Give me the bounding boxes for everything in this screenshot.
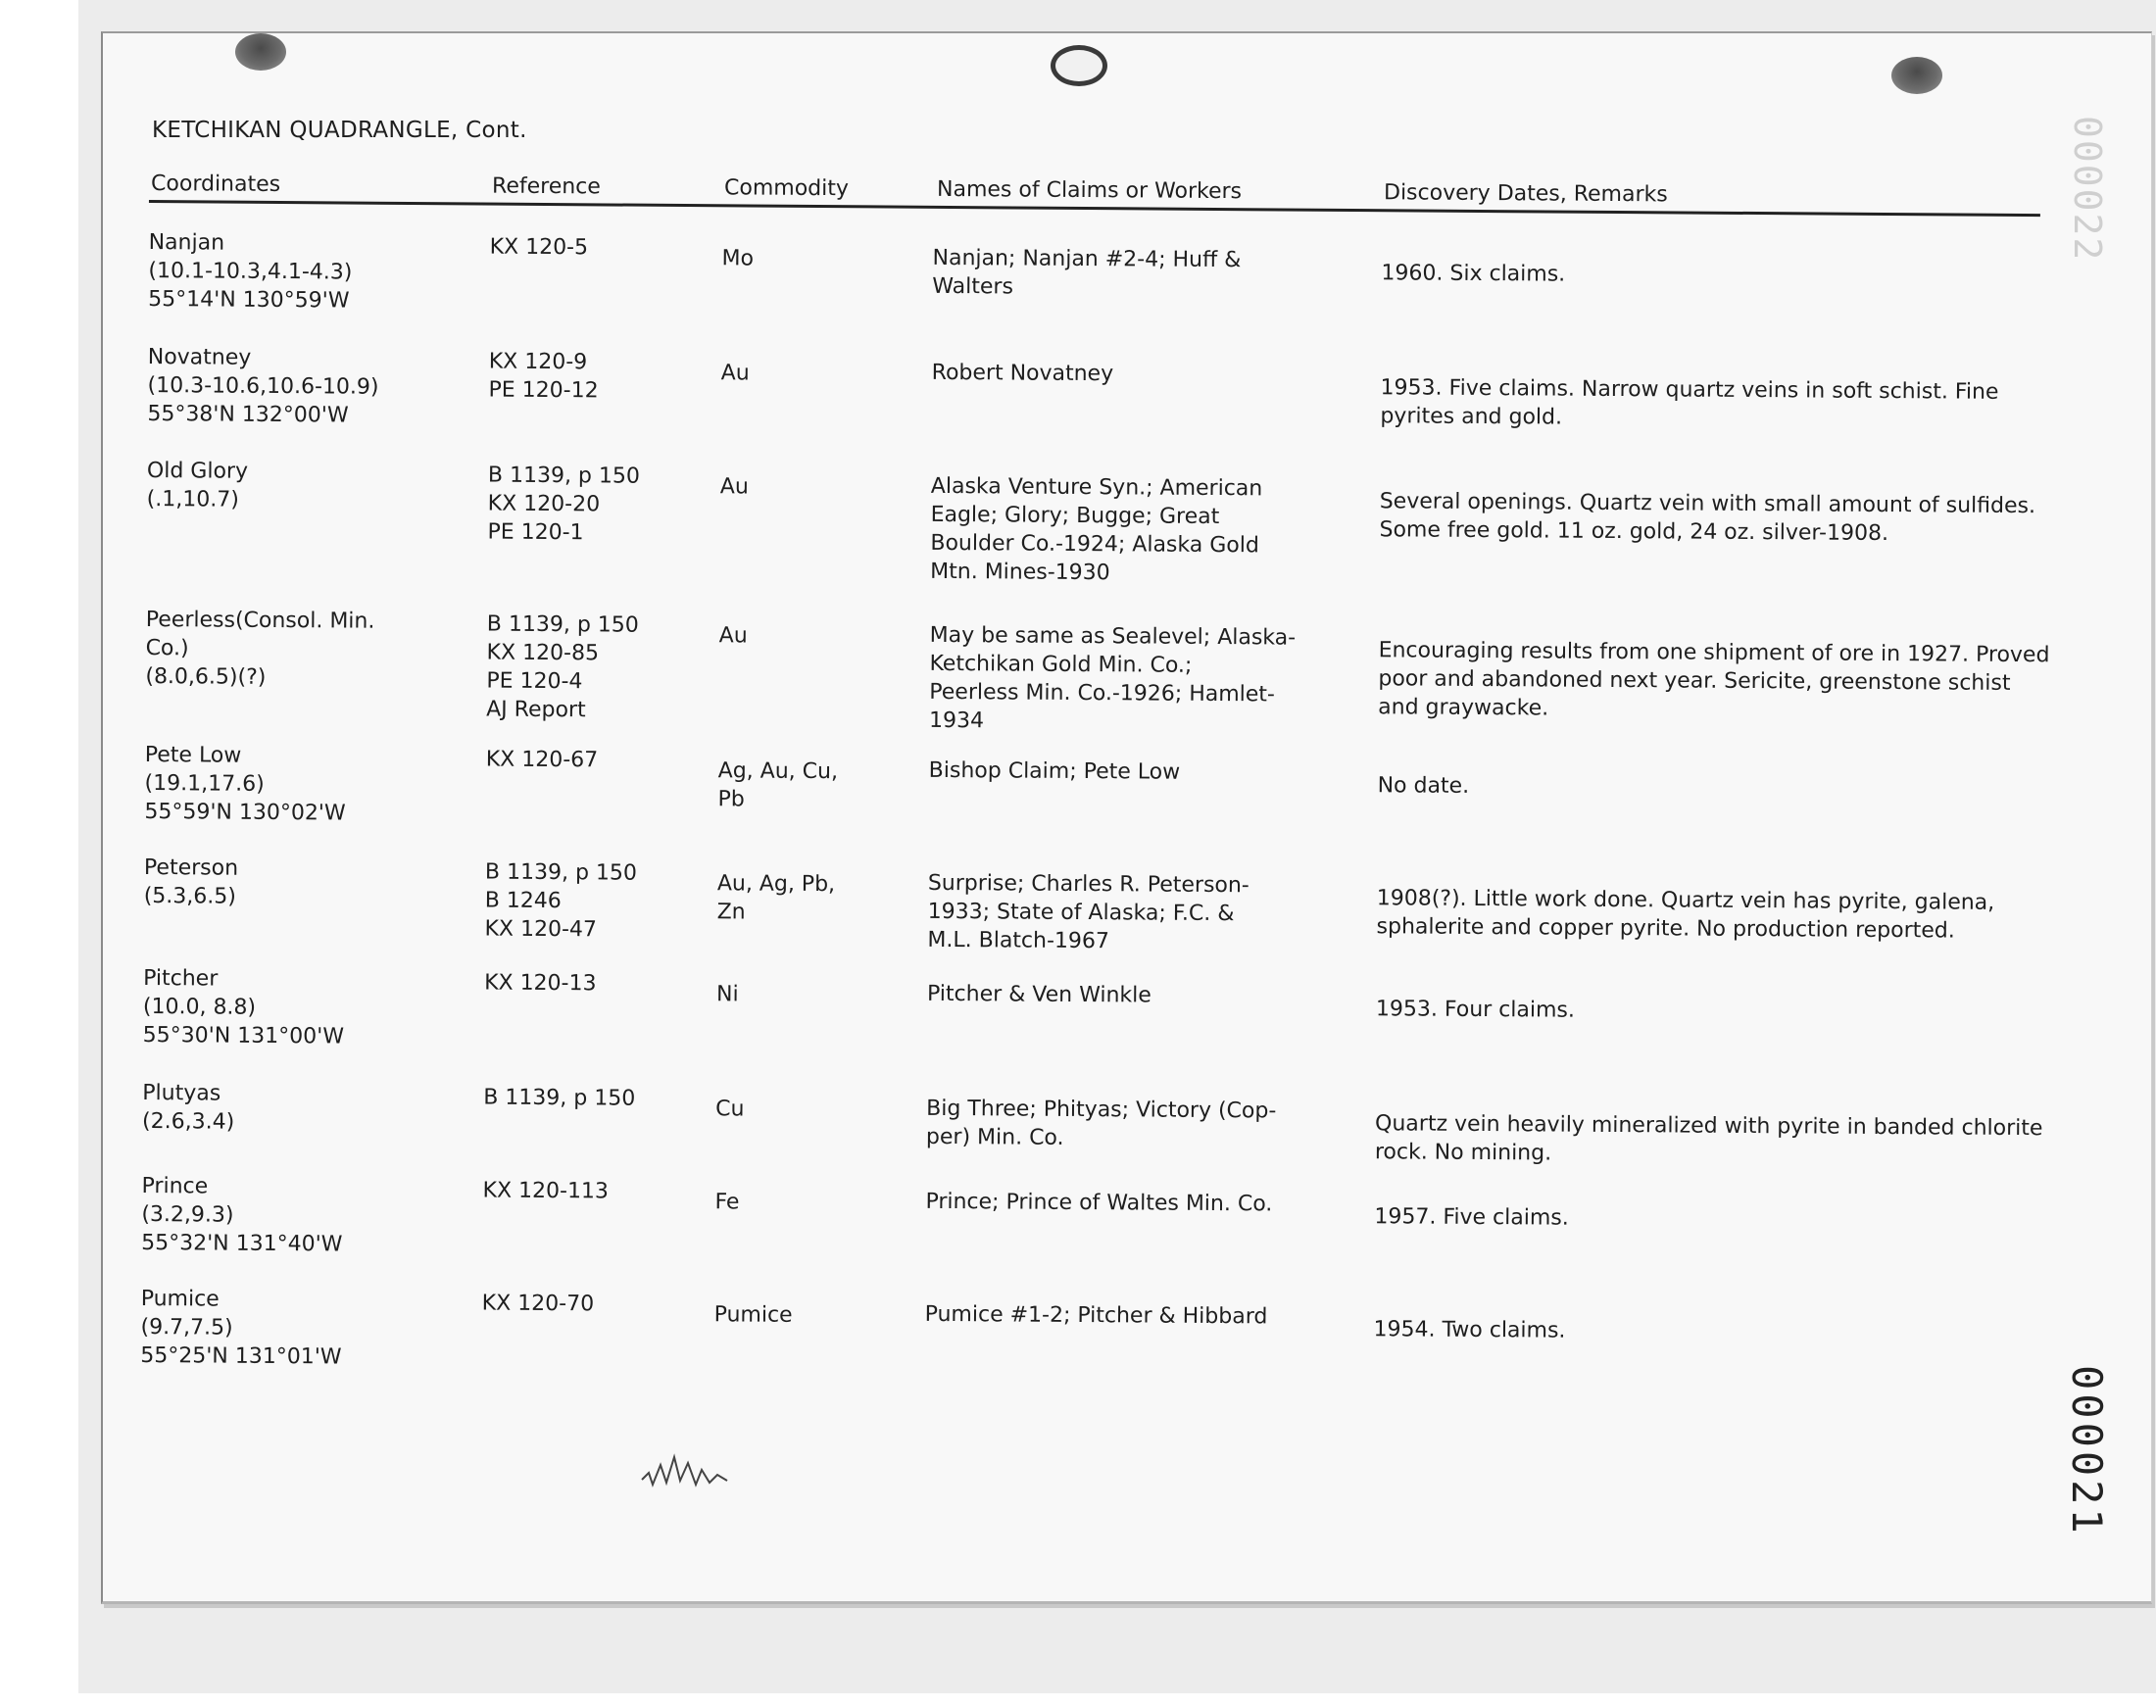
cell-reference: KX 120-70	[481, 1291, 595, 1317]
cell-remarks: 1957. Five claims.	[1374, 1204, 1569, 1231]
cell-remarks: 1953. Four claims.	[1375, 997, 1576, 1023]
cell-coordinates: Pitcher (10.0, 8.8) 55°30'N 131°00'W	[142, 965, 345, 1049]
cell-coordinates: Peerless(Consol. Min. Co.) (8.0,6.5)(?)	[145, 608, 375, 690]
cell-commodity: Ag, Au, Cu, Pb	[717, 758, 839, 812]
cell-remarks: 1953. Five claims. Narrow quartz veins in soft schist. Fine pyrites and gold.	[1380, 375, 1999, 430]
cell-coordinates: Plutyas (2.6,3.4)	[141, 1080, 235, 1135]
cell-commodity: Pumice	[713, 1302, 793, 1328]
cell-coordinates: Novatney (10.3-10.6,10.6-10.9) 55°38'N 132°00'W	[147, 345, 379, 428]
cell-coordinates: Pumice (9.7,7.5) 55°25'N 131°01'W	[140, 1286, 342, 1370]
page-number: 000021	[2063, 1365, 2111, 1537]
handwritten-mark	[637, 1436, 755, 1494]
cell-commodity: Cu	[715, 1097, 745, 1122]
header-coordinates: Coordinates	[150, 171, 281, 197]
cell-names: Surprise; Charles R. Peterson- 1933; State of Alaska; F.C. & M.L. Blatch-1967	[927, 870, 1250, 954]
cell-reference: KX 120-5	[489, 234, 589, 261]
cell-names: Alaska Venture Syn.; American Eagle; Glory; Bugge; Great Boulder Co.-1924; Alaska Gold Mtn. Mines-1930	[930, 473, 1263, 586]
cell-names: Bishop Claim; Pete Low	[928, 757, 1181, 785]
cell-reference: KX 120-9 PE 120-12	[488, 349, 599, 404]
cell-reference: B 1139, p 150 B 1246 KX 120-47	[484, 859, 638, 943]
cell-remarks: 1960. Six claims.	[1381, 261, 1566, 287]
cell-reference: KX 120-13	[484, 970, 597, 997]
cell-names: Prince; Prince of Waltes Min. Co.	[925, 1189, 1273, 1217]
cell-names: Pumice #1-2; Pitcher & Hibbard	[924, 1301, 1268, 1330]
cell-coordinates: Prince (3.2,9.3) 55°32'N 131°40'W	[141, 1173, 343, 1257]
cell-names: Nanjan; Nanjan #2-4; Huff & Walters	[932, 245, 1242, 300]
cell-reference: KX 120-113	[482, 1178, 610, 1204]
header-reference: Reference	[491, 173, 601, 200]
cell-reference: B 1139, p 150 KX 120-20 PE 120-1	[487, 463, 641, 546]
cell-names: May be same as Sealevel; Alaska- Ketchikan Gold Min. Co.; Peerless Min. Co.-1926; Hamlet- 1934	[929, 622, 1297, 734]
cell-commodity: Ni	[715, 982, 739, 1007]
header-names: Names of Claims or Workers	[936, 176, 1243, 205]
cell-coordinates: Old Glory (.1,10.7)	[146, 459, 249, 512]
cell-coordinates: Nanjan (10.1-10.3,4.1-4.3) 55°14'N 130°59'W	[148, 230, 353, 314]
cell-reference: KX 120-67	[485, 747, 599, 773]
cell-names: Pitcher & Ven Winkle	[926, 981, 1152, 1008]
cell-commodity: Mo	[721, 246, 755, 271]
cell-remarks: No date.	[1377, 773, 1470, 799]
page-title: KETCHIKAN QUADRANGLE, Cont.	[152, 118, 527, 143]
cell-commodity: Au	[718, 623, 748, 649]
cell-reference: B 1139, p 150	[483, 1085, 636, 1111]
cell-coordinates: Peterson (5.3,6.5)	[143, 854, 239, 909]
cell-remarks: Encouraging results from one shipment of ore in 1927. Proved poor and abandoned next year. Sericite, greenstone schist and graywacke.	[1378, 638, 2050, 721]
header-commodity: Commodity	[723, 175, 850, 202]
cell-commodity: Au	[719, 474, 749, 500]
faint-page-number: 000022	[2066, 116, 2109, 263]
cell-remarks: Several openings. Quartz vein with small amount of sulfides. Some free gold. 11 oz. gold, 24 oz. silver-1908.	[1379, 489, 2036, 547]
cell-coordinates: Pete Low (19.1,17.6) 55°59'N 130°02'W	[144, 742, 346, 826]
cell-remarks: 1908(?). Little work done. Quartz vein has pyrite, galena, sphalerite and copper pyrite. No production reported.	[1376, 886, 1995, 944]
cell-remarks: Quartz vein heavily mineralized with pyrite in banded chlorite rock. No mining.	[1374, 1111, 2043, 1166]
cell-remarks: 1954. Two claims.	[1373, 1317, 1566, 1343]
cell-reference: B 1139, p 150 KX 120-85 PE 120-4 AJ Report	[486, 611, 639, 723]
cell-names: Big Three; Phityas; Victory (Cop- per) Min. Co.	[925, 1096, 1277, 1150]
cell-commodity: Au, Ag, Pb, Zn	[716, 871, 836, 925]
cell-names: Robert Novatney	[931, 360, 1114, 387]
header-remarks: Discovery Dates, Remarks	[1383, 180, 1668, 208]
cell-commodity: Au	[720, 361, 750, 386]
cell-commodity: Fe	[714, 1190, 740, 1215]
